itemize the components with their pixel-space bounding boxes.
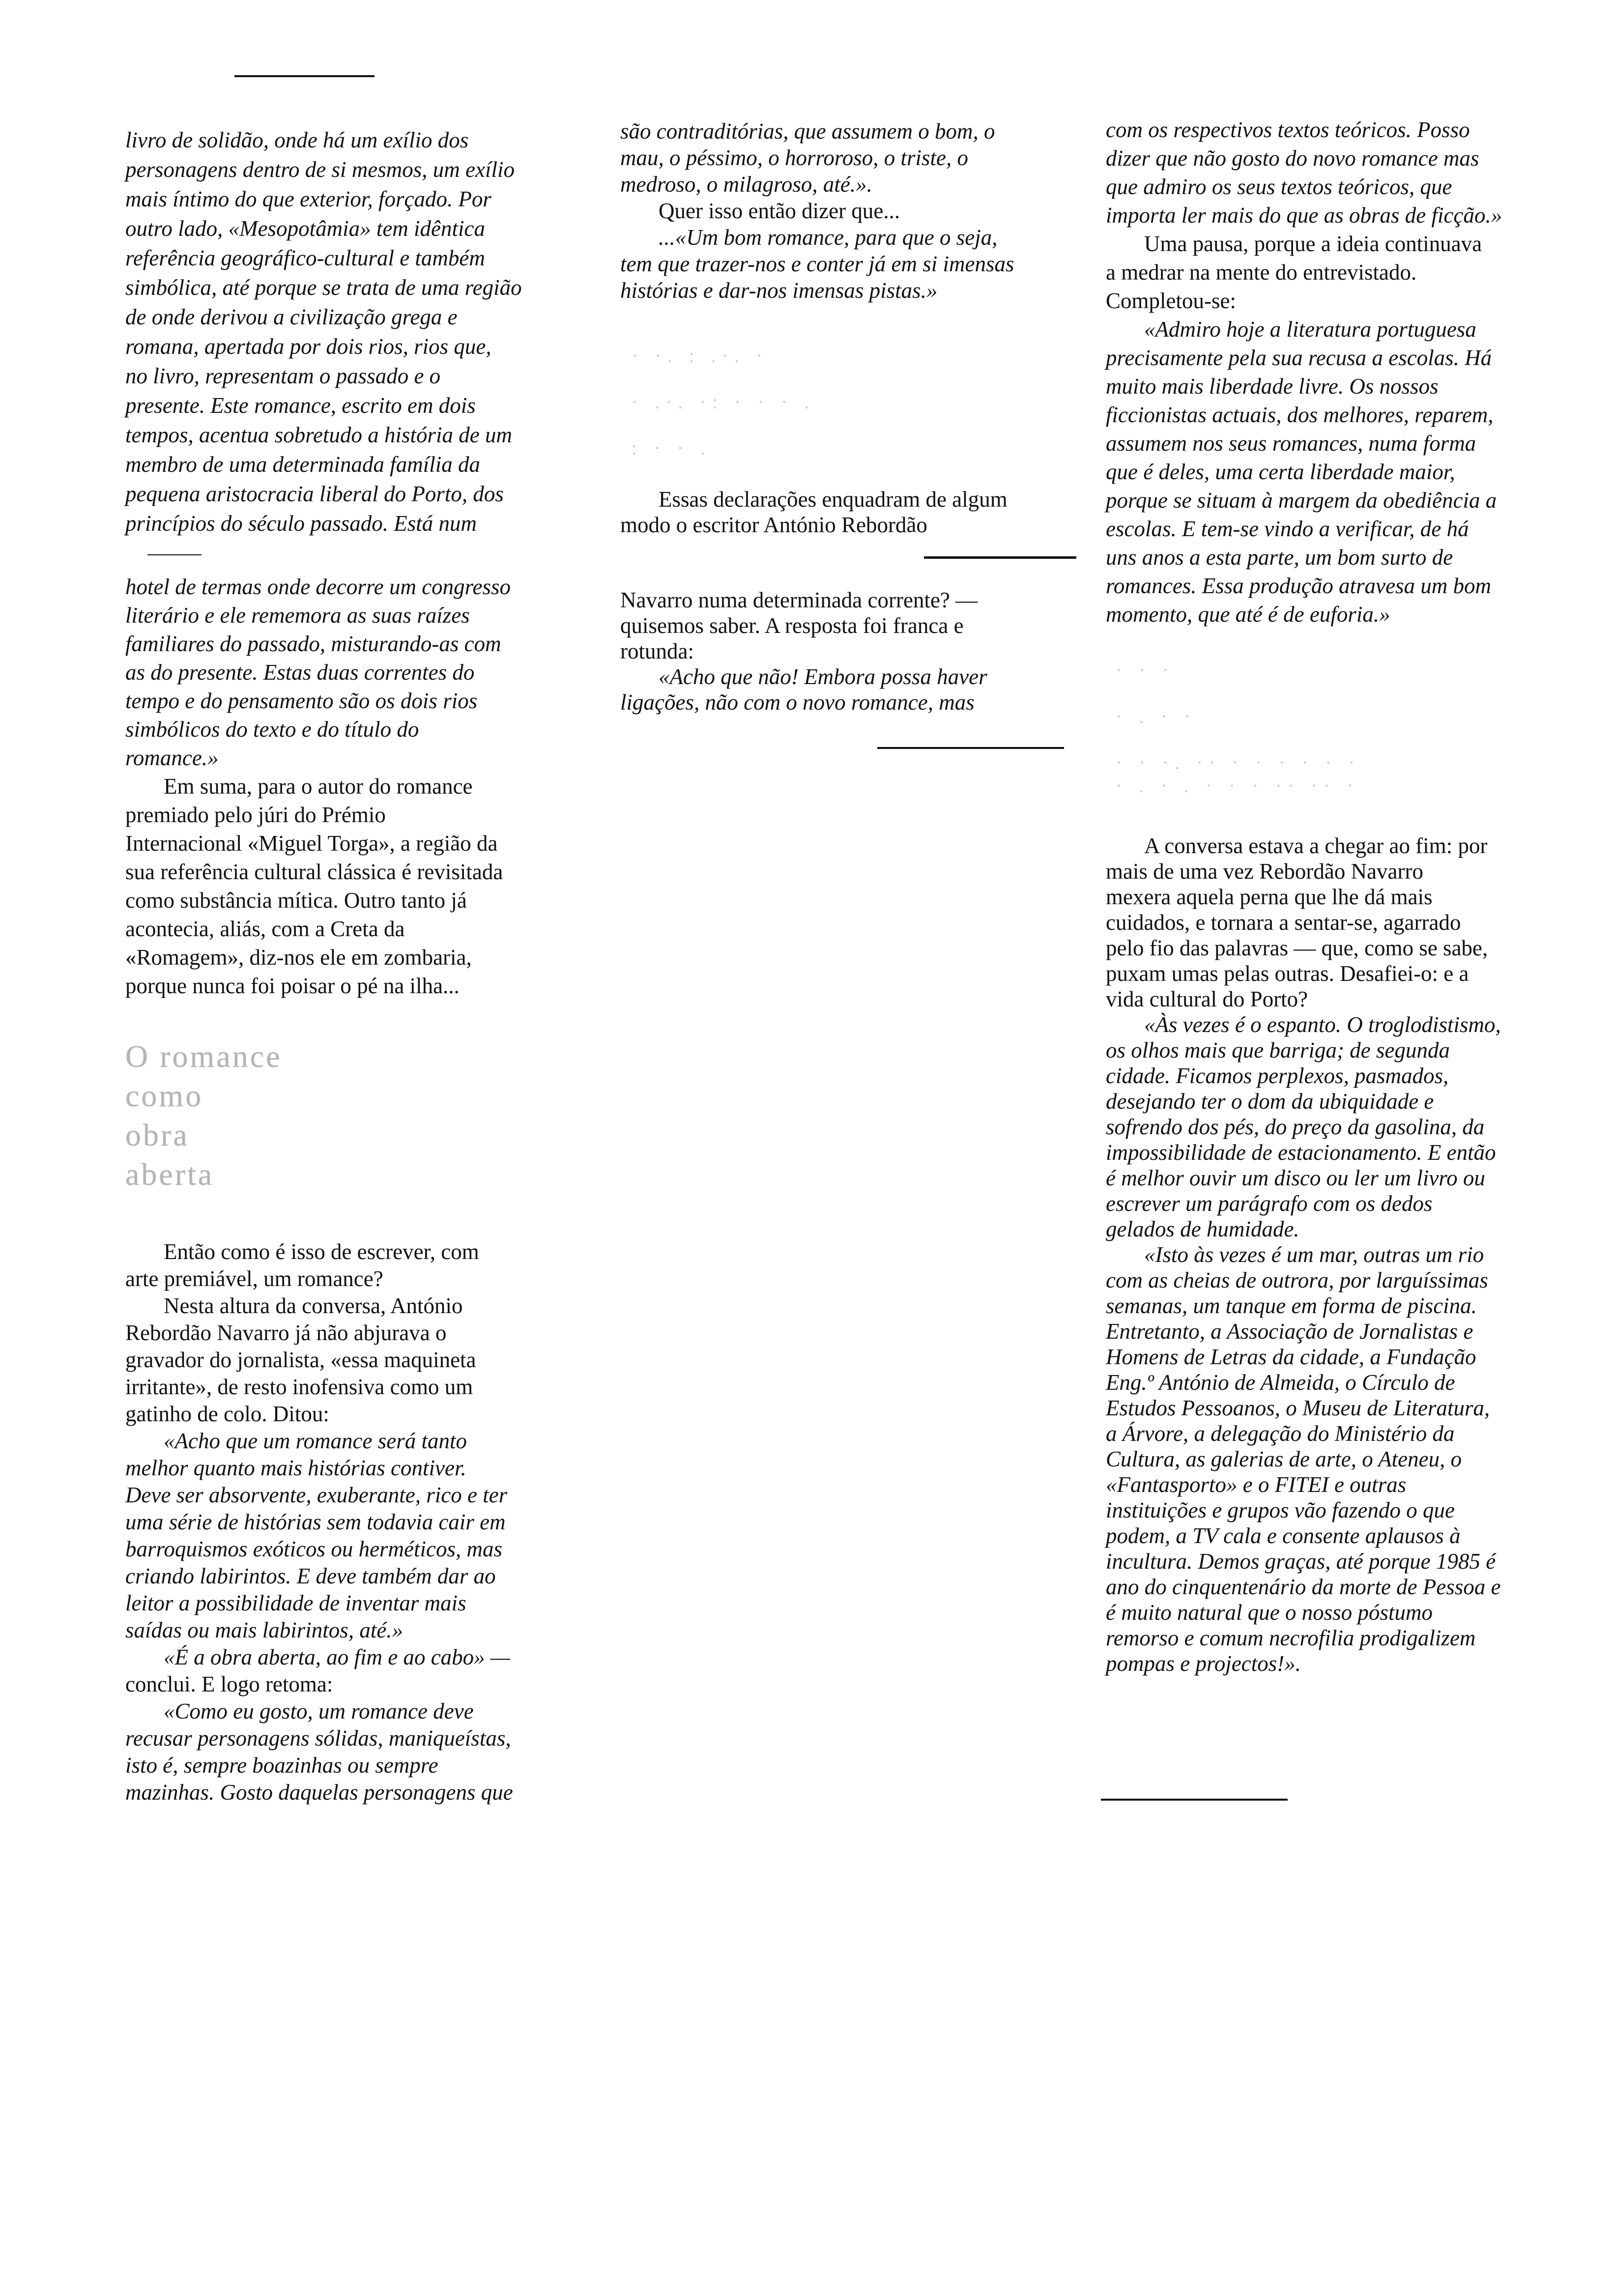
- text-line: romances. Essa produção atravesa um bom: [1106, 574, 1492, 598]
- text-line: romance.»: [125, 746, 219, 770]
- text-line: uma série de histórias sem todavia cair em: [125, 1510, 506, 1534]
- text-line: A conversa estava a chegar ao fim: por: [1144, 833, 1488, 858]
- text-line: histórias e dar-nos imensas pistas.»: [620, 278, 938, 303]
- text-line: ...«Um bom romance, para que o seja,: [659, 225, 998, 250]
- text-line: «Às vezes é o espanto. O troglodistismo,: [1144, 1012, 1501, 1037]
- text-line: pompas e projectos!».: [1106, 1651, 1301, 1676]
- text-line: «Romagem», diz-nos ele em zombaria,: [125, 945, 472, 970]
- text-line: Completou-se:: [1106, 288, 1236, 313]
- text-line: com os respectivos textos teóricos. Posso: [1106, 117, 1470, 142]
- text-line: mau, o péssimo, o horroroso, o triste, o: [620, 145, 968, 170]
- text-line: assumem nos seus romances, numa forma: [1106, 431, 1476, 456]
- text-line: saídas ou mais labirintos, até.»: [125, 1618, 403, 1642]
- text-line: no livro, representam o passado e o: [125, 364, 441, 388]
- text-line: Em suma, para o autor do romance: [164, 774, 473, 799]
- text-line: «Como eu gosto, um romance deve: [164, 1699, 474, 1723]
- text-line: melhor quanto mais histórias contiver.: [125, 1456, 466, 1480]
- text-line: Quer isso então dizer que...: [659, 199, 900, 223]
- text-line: barroquismos exóticos ou herméticos, mas: [125, 1537, 503, 1561]
- text-line: princípios do século passado. Está num: [125, 511, 477, 536]
- text-line: Cultura, as galerias de arte, o Ateneu, o: [1106, 1447, 1462, 1471]
- text-line: mais de uma vez Rebordão Navarro: [1106, 859, 1423, 884]
- text-line: ano do cinquentenário da morte de Pessoa e: [1106, 1575, 1501, 1599]
- text-line: porque nunca foi poisar o pé na ilha...: [125, 974, 460, 998]
- section-heading: [125, 1037, 597, 1194]
- text-line: a Árvore, a delegação do Ministério da: [1106, 1421, 1455, 1446]
- article-paragraph-block: [125, 125, 597, 538]
- text-line: Então como é isso de escrever, com: [164, 1239, 479, 1264]
- text-line: Rebordão Navarro já não abjurava o: [125, 1320, 447, 1345]
- text-line: semanas, um tanque em forma de piscina.: [1106, 1293, 1477, 1318]
- column-2-end-rule: [877, 747, 1064, 749]
- text-line: precisamente pela sua recusa a escolas. Há: [1106, 345, 1492, 370]
- text-line: simbólica, até porque se trata de uma região: [125, 275, 522, 300]
- faded-subheading-column-3: · · · · . · · · · ·. ·· · · · · · · · . · . · · · ·· ·· ·: [1116, 659, 1361, 797]
- text-line: Estudos Pessoanos, o Museu de Literatura,: [1106, 1396, 1490, 1420]
- text-line: dizer que não gosto do novo romance mas: [1106, 146, 1479, 171]
- text-line: momento, que até é de euforia.»: [1106, 602, 1390, 627]
- text-line: como substância mítica. Outro tanto já: [125, 888, 467, 913]
- text-line: cidade. Ficamos perplexos, pasmados,: [1106, 1063, 1449, 1088]
- text-line: as do presente. Estas duas correntes do: [125, 660, 475, 685]
- text-line: «É a obra aberta, ao fim e ao cabo» —: [164, 1645, 510, 1669]
- text-line: «Isto às vezes é um mar, outras um rio: [1144, 1242, 1484, 1267]
- text-line: Deve ser absorvente, exuberante, rico e ter: [125, 1483, 508, 1507]
- text-line: pelo fio das palavras — que, como se sabe,: [1106, 936, 1488, 960]
- text-line: cuidados, e tornara a sentar-se, agarrado: [1106, 910, 1461, 935]
- text-line: puxam umas pelas outras. Desafiei-o: e a: [1106, 961, 1469, 986]
- text-line: premiado pelo júri do Prémio: [125, 803, 386, 827]
- text-line: mexera aquela perna que lhe dá mais: [1106, 885, 1433, 909]
- text-line: Entretanto, a Associação de Jornalistas e: [1106, 1319, 1473, 1344]
- text-line: Homens de Letras da cidade, a Fundação: [1106, 1345, 1476, 1369]
- article-paragraph-block: [1106, 115, 1578, 629]
- text-line: tempo e do pensamento são os dois rios: [125, 689, 478, 713]
- text-line: romana, apertada por dois rios, rios que,: [125, 334, 491, 359]
- text-line: importa ler mais do que as obras de ficção.»: [1106, 203, 1502, 228]
- text-line: os olhos mais que barriga; de segunda: [1106, 1038, 1450, 1062]
- heading-line: O romance: [125, 1039, 282, 1074]
- text-line: sofrendo dos pés, do preço da gasolina, da: [1106, 1115, 1485, 1139]
- article-paragraph-block: [620, 587, 1092, 715]
- text-line: «Acho que não! Embora possa haver: [659, 664, 987, 689]
- text-line: escrever um parágrafo com os dedos: [1106, 1191, 1433, 1216]
- article-paragraph-block: [620, 487, 1092, 538]
- text-line: com as cheias de outrora, por larguíssimas: [1106, 1268, 1488, 1292]
- text-line: leitor a possibilidade de inventar mais: [125, 1591, 466, 1615]
- text-line: Nesta altura da conversa, António: [164, 1293, 463, 1318]
- text-line: remorso e comum necrofilia prodigalizem: [1106, 1626, 1476, 1650]
- text-line: que é deles, uma certa liberdade maior,: [1106, 459, 1455, 484]
- text-line: recusar personagens sólidas, maniqueístas,: [125, 1726, 511, 1751]
- text-line: membro de uma determinada família da: [125, 452, 480, 477]
- text-line: uns anos a esta parte, um bom surto de: [1106, 545, 1453, 570]
- text-line: pequena aristocracia liberal do Porto, dos: [125, 482, 504, 506]
- text-line: Uma pausa, porque a ideia continuava: [1144, 231, 1482, 256]
- text-line: «Acho que um romance será tanto: [164, 1429, 467, 1453]
- heading-line: obra: [125, 1118, 189, 1152]
- text-line: Navarro numa determinada corrente? —: [620, 588, 978, 612]
- text-line: escolas. E tem-se vindo a verificar, de há: [1106, 517, 1469, 541]
- text-line: gatinho de colo. Ditou:: [125, 1402, 329, 1426]
- article-paragraph-block: [1106, 833, 1578, 1676]
- top-rule: [234, 75, 374, 77]
- text-line: vida cultural do Porto?: [1106, 987, 1308, 1011]
- text-line: ficcionistas actuais, dos melhores, reparem,: [1106, 402, 1494, 427]
- text-line: hotel de termas onde decorre um congresso: [125, 574, 511, 599]
- text-line: criando labirintos. E deve também dar ao: [125, 1564, 496, 1588]
- text-line: mais íntimo do que exterior, forçado. Por: [125, 187, 491, 211]
- text-line: é melhor ouvir um disco ou ler um livro ou: [1106, 1166, 1485, 1190]
- text-line: Eng.º António de Almeida, o Círculo de: [1106, 1370, 1455, 1395]
- text-line: mazinhas. Gosto daquelas personagens que: [125, 1780, 513, 1805]
- text-line: gelados de humidade.: [1106, 1217, 1299, 1241]
- text-line: Internacional «Miguel Torga», a região da: [125, 831, 498, 856]
- text-line: desejando ter o dom da ubiquidade e: [1106, 1089, 1434, 1114]
- text-line: são contraditórias, que assumem o bom, o: [620, 119, 995, 144]
- article-paragraph-block: [620, 118, 1092, 304]
- text-line: «Fantasporto» e o FITEI e outras: [1106, 1472, 1407, 1497]
- text-line: quisemos saber. A resposta foi franca e: [620, 613, 964, 638]
- text-line: Essas declarações enquadram de algum: [659, 487, 1008, 512]
- text-line: isto é, sempre boazinhas ou sempre: [125, 1753, 438, 1778]
- text-line: familiares do passado, misturando-as com: [125, 631, 501, 656]
- text-line: livro de solidão, onde há um exílio dos: [125, 128, 469, 152]
- text-line: impossibilidade de estacionamento. E então: [1106, 1140, 1496, 1165]
- text-line: podem, a TV cala e consente aplausos à: [1106, 1523, 1461, 1548]
- text-line: muito mais liberdade livre. Os nossos: [1106, 374, 1439, 399]
- text-line: arte premiável, um romance?: [125, 1266, 383, 1291]
- text-line: incultura. Demos graças, até porque 1985 é: [1106, 1549, 1496, 1574]
- text-line: rotunda:: [620, 639, 694, 663]
- column-1-divider: [147, 554, 202, 555]
- column-2-divider: [924, 556, 1076, 559]
- text-line: tempos, acentua sobretudo a história de um: [125, 423, 513, 447]
- text-line: personagens dentro de si mesmos, um exílio: [125, 157, 515, 182]
- text-line: gravador do jornalista, «essa maquineta: [125, 1348, 476, 1372]
- text-line: sua referência cultural clássica é revisitada: [125, 860, 503, 884]
- text-line: referência geográfico-cultural e também: [125, 246, 485, 270]
- text-line: outro lado, «Mesopotâmia» tem idêntica: [125, 216, 485, 241]
- text-line: literário e ele rememora as suas raízes: [125, 603, 470, 628]
- article-paragraph-block: [125, 573, 597, 1000]
- text-line: que admiro os seus textos teóricos, que: [1106, 174, 1452, 199]
- text-line: ligações, não com o novo romance, mas: [620, 690, 975, 715]
- text-line: é muito natural que o nosso póstumo: [1106, 1600, 1433, 1625]
- text-line: conclui. E logo retoma:: [125, 1672, 333, 1696]
- text-line: irritante», de resto inofensiva como um: [125, 1375, 473, 1399]
- heading-line: como: [125, 1078, 203, 1113]
- text-line: simbólicos do texto e do título do: [125, 717, 419, 742]
- faded-subheading-column-2: · ·. : .·. · · .·. ·: · · · . : · · .: [632, 344, 815, 459]
- text-line: de onde derivou a civilização grega e: [125, 305, 458, 329]
- text-line: a medrar na mente do entrevistado.: [1106, 260, 1417, 285]
- text-line: acontecia, aliás, com a Creta da: [125, 917, 405, 941]
- text-line: tem que trazer-nos e conter já em si imensas: [620, 252, 1014, 276]
- heading-line: aberta: [125, 1157, 214, 1192]
- text-line: porque se situam à margem da obediência a: [1106, 488, 1497, 513]
- text-line: instituições e grupos vão fazendo o que: [1106, 1498, 1455, 1522]
- text-line: presente. Este romance, escrito em dois: [125, 393, 476, 418]
- text-line: «Admiro hoje a literatura portuguesa: [1144, 317, 1476, 342]
- text-line: medroso, o milagroso, até.».: [620, 172, 872, 197]
- article-paragraph-block: [125, 1238, 597, 1806]
- column-3-end-rule: [1101, 1799, 1288, 1801]
- text-line: modo o escritor António Rebordão: [620, 513, 927, 537]
